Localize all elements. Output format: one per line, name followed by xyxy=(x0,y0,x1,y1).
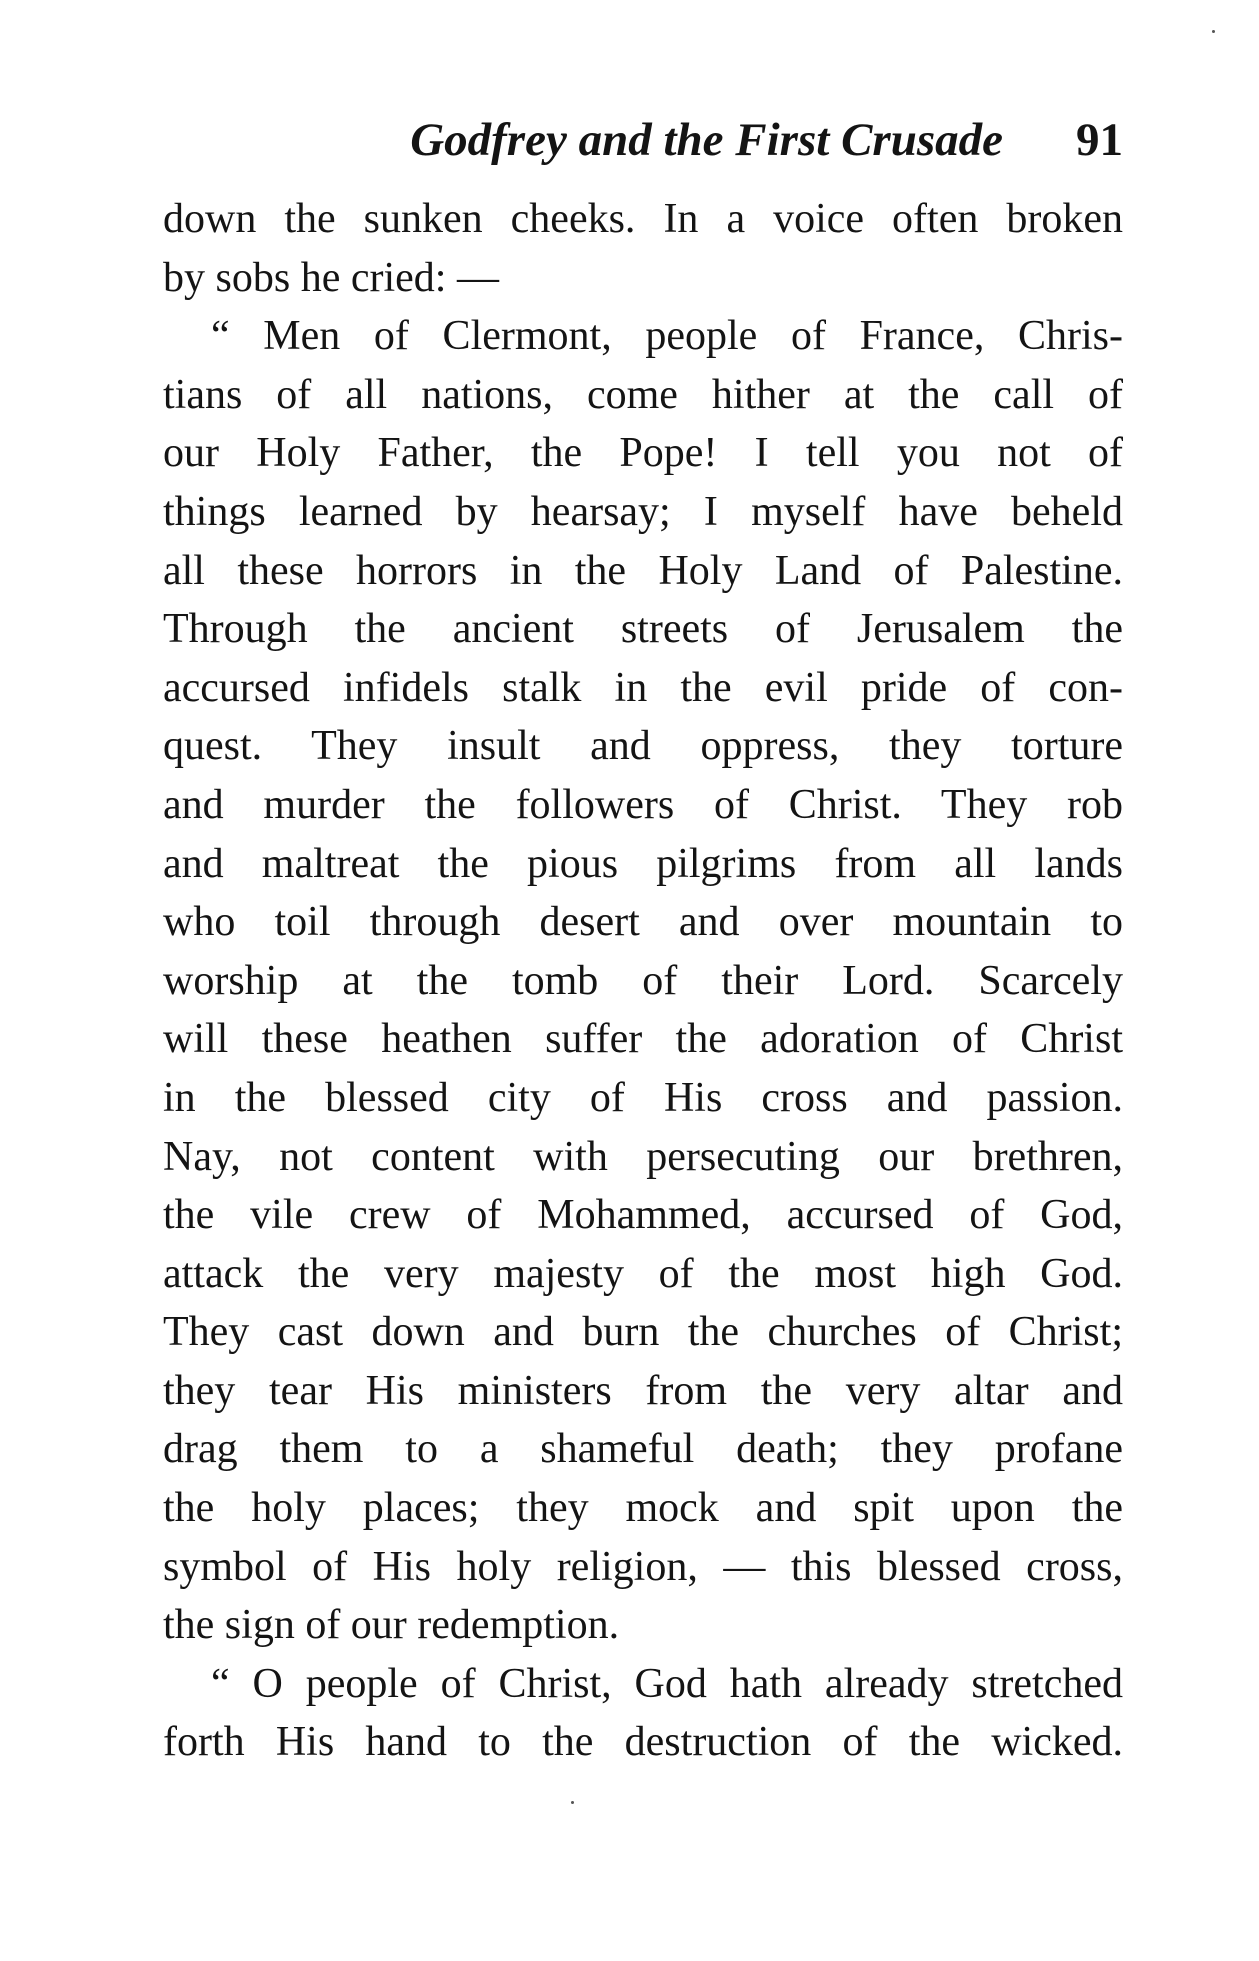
page-number: 91 xyxy=(1076,114,1123,166)
running-title: Godfrey and the First Crusade xyxy=(410,114,1003,166)
text-line: things learned by hearsay; I myself have beheld xyxy=(163,488,1123,535)
print-speck xyxy=(1212,30,1215,33)
text-line: “ O people of Christ, God hath already stretched xyxy=(211,1660,1123,1707)
text-line: the holy places; they mock and spit upon the xyxy=(163,1485,1123,1532)
text-line: attack the very majesty of the most high God. xyxy=(163,1250,1123,1297)
text-line: and murder the followers of Christ. They rob xyxy=(163,781,1123,828)
text-line: They cast down and burn the churches of Christ; xyxy=(163,1309,1123,1356)
text-line: Through the ancient streets of Jerusalem the xyxy=(163,606,1123,653)
text-line: the vile crew of Mohammed, accursed of God, xyxy=(163,1192,1123,1239)
body-text xyxy=(163,190,1123,1772)
text-line: drag them to a shameful death; they profane xyxy=(163,1426,1123,1473)
text-line: “ Men of Clermont, people of France, Chris- xyxy=(211,313,1123,360)
text-line: by sobs he cried: — xyxy=(163,254,499,301)
text-line: all these horrors in the Holy Land of Palestine. xyxy=(163,547,1123,594)
print-speck xyxy=(571,1801,574,1804)
text-line: our Holy Father, the Pope! I tell you not of xyxy=(163,430,1123,477)
text-line: down the sunken cheeks. In a voice often broken xyxy=(163,196,1123,242)
running-head xyxy=(163,108,1123,172)
text-line: the sign of our redemption. xyxy=(163,1602,620,1649)
text-line: in the blessed city of His cross and passion. xyxy=(163,1074,1123,1121)
text-line: worship at the tomb of their Lord. Scarcely xyxy=(163,957,1123,1004)
text-line: Nay, not content with persecuting our brethren, xyxy=(163,1133,1123,1180)
text-line: forth His hand to the destruction of the wicked. xyxy=(163,1719,1123,1766)
text-line: they tear His ministers from the very altar and xyxy=(163,1367,1123,1414)
text-line: who toil through desert and over mountain to xyxy=(163,899,1123,946)
text-line: symbol of His holy religion, — this blessed cross, xyxy=(163,1543,1123,1590)
text-line: will these heathen suffer the adoration of Christ xyxy=(163,1016,1123,1063)
text-line: accursed infidels stalk in the evil pride of con- xyxy=(163,664,1123,711)
text-line: quest. They insult and oppress, they torture xyxy=(163,723,1123,770)
text-line: tians of all nations, come hither at the call of xyxy=(163,371,1123,418)
text-line: and maltreat the pious pilgrims from all lands xyxy=(163,840,1123,887)
